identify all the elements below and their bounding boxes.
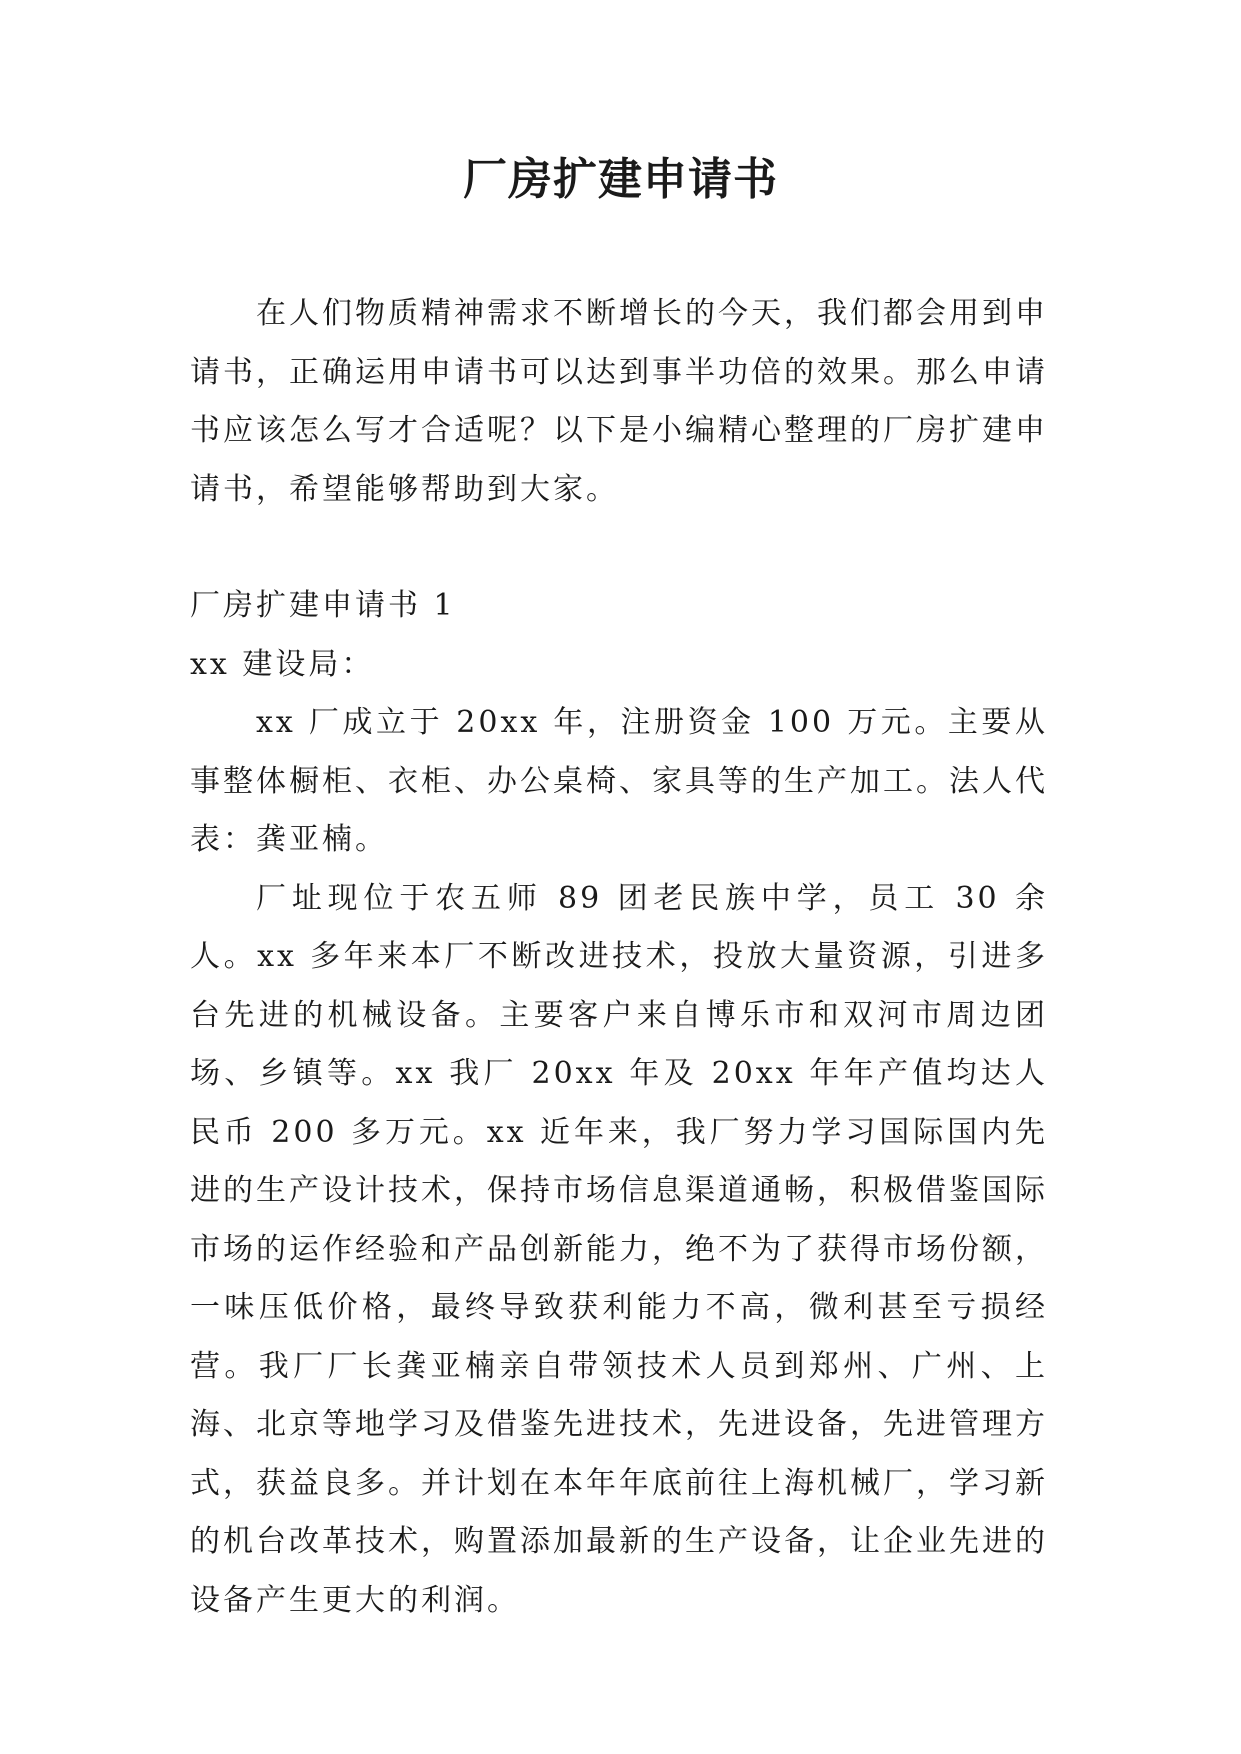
section-heading: 厂房扩建申请书 1	[190, 588, 456, 623]
section-spacer	[190, 519, 1048, 577]
document-body	[190, 285, 1048, 1630]
intro-paragraph: 在人们物质精神需求不断增长的今天，我们都会用到申请书，正确运用申请书可以达到事半功倍的效果。那么申请书应该怎么写才合适呢？以下是小编精心整理的厂房扩建申请书，希望能够帮助到大家。	[190, 296, 1048, 507]
salutation: xx 建设局：	[190, 646, 375, 682]
body-paragraph-factory-details: 厂址现位于农五师 89 团老民族中学，员工 30 余人。xx 多年来本厂不断改进技术，投放大量资源，引进多台先进的机械设备。主要客户来自博乐市和双河市周边团场、乡镇等。xx 我厂 20xx 年及 20xx 年年产值均达人民币 200 多万元。xx 近年来，我厂努力学习国际国内先进的生产设计技术，保持市场信息渠道通畅，积极借鉴国际市场的运作经验和产品创新能力，绝不为了获得市场份额，一味压低价格，最终导致获利能力不高，微利甚至亏损经营。我厂厂长龚亚楠亲自带领技术人员到郑州、广州、上海、北京等地学习及借鉴先进技术，先进设备，先进管理方式，获益良多。并计划在本年年底前往上海机械厂，学习新的机台改革技术，购置添加最新的生产设备，让企业先进的设备产生更大的利润。	[190, 880, 1048, 1618]
body-paragraph-company-info: xx 厂成立于 20xx 年，注册资金 100 万元。主要从事整体橱柜、衣柜、办公桌椅、家具等的生产加工。法人代表：龚亚楠。	[190, 705, 1048, 857]
document-title: 厂房扩建申请书	[463, 154, 778, 205]
